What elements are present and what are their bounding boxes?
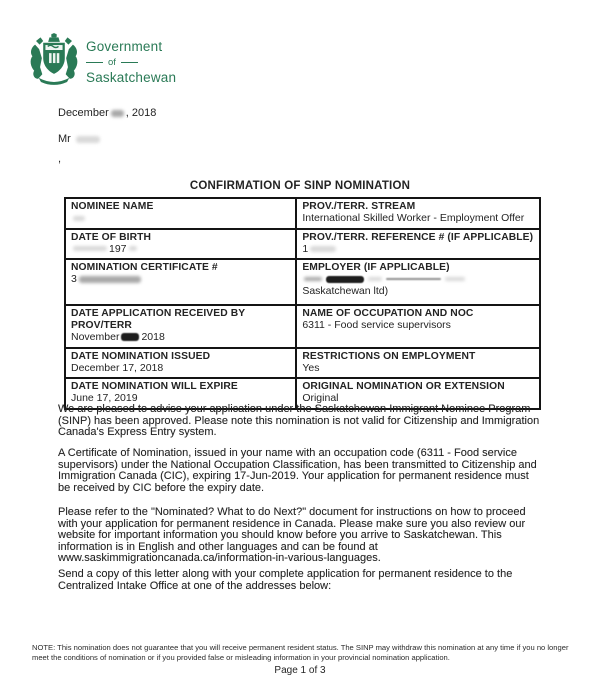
table-row [65, 259, 540, 305]
logo-line-saskatchewan: Saskatchewan [86, 70, 177, 85]
cell-value: International Skilled Worker - Employment Offer [302, 212, 525, 224]
employer-visible-text: Saskatchewan ltd) [302, 284, 389, 297]
cell-value: 3 [71, 274, 290, 301]
paragraph-send-copy: Send a copy of this letter along with your complete application for permanent residence to the Centralized Intake Office at one of the addresses below: [58, 568, 513, 592]
cell-label: PROV./TERR. REFERENCE # (IF APPLICABLE) [302, 231, 534, 243]
paragraph-next-steps: Please refer to the "Nominated? What to do Next?" document for instructions on how to proceed with your application for permanent residence in Canada. Please make sure you also review our website for important information you should know before you arrive to Saskatchewan. This information is in English and other languages and can be found at www.saskimmigrationcanada.ca/information-in-various-languages. [58, 506, 526, 565]
cell-value: 197 [71, 244, 290, 256]
cell-label: DATE OF BIRTH [71, 231, 152, 243]
logo-dash-right [121, 62, 138, 63]
cell-value: Yes [302, 361, 320, 374]
document-title: CONFIRMATION OF SINP NOMINATION [189, 180, 411, 192]
paragraph-certificate: A Certificate of Nomination, issued in your name with an occupation code (6311 - Food service supervisors) under the National Occupation Classification, has been transmitted to Citizenship and Immigration Canada (CIC), expiring 17-Jun-2019. Your application for permanent residence must be received by CIC before the expiry date. [58, 447, 537, 494]
letter-date: December , 2018 [58, 107, 157, 119]
nomination-table [64, 197, 541, 410]
cell-label: NOMINEE NAME [71, 201, 154, 212]
table-row [65, 305, 540, 348]
cell-value [71, 213, 290, 225]
page-number: Page 1 of 3 [274, 665, 326, 676]
redaction-bar [326, 276, 364, 283]
letter-address-fragment: , [58, 153, 62, 165]
cell-label: EMPLOYER (IF APPLICABLE) [302, 262, 450, 273]
paragraph-approval: We are pleased to advise your application under the Saskatchewan Immigrant Nominee Program (SINP) has been approved. Please note this nomination is not valid for Citizenship and Immigration Canada's Express Entry system. [58, 403, 540, 439]
redacted-nominee-name [73, 216, 85, 221]
redacted-employer-line [302, 274, 534, 286]
cell-value [302, 274, 534, 297]
cell-label: NOMINATION CERTIFICATE # [71, 262, 218, 273]
redacted-date-day [111, 110, 124, 117]
logo-wordmark [86, 39, 176, 85]
logo-line-government: Government [86, 39, 163, 54]
cell-value: 1 [302, 244, 534, 256]
cell-value: December 17, 2018 [71, 361, 164, 374]
cell-value: June 17, 2019 [71, 392, 138, 404]
logo-dash-left [86, 62, 103, 63]
redacted-reference-number [310, 246, 336, 252]
cell-value: Original [302, 392, 339, 404]
cell-value: November 2018 [71, 331, 165, 343]
cell-label: ORIGINAL NOMINATION OR EXTENSION [302, 381, 505, 392]
cell-value: 6311 - Food service supervisors [302, 319, 451, 331]
cell-label: RESTRICTIONS ON EMPLOYMENT [302, 350, 476, 362]
cell-label: DATE APPLICATION RECEIVED BY PROV/TERR [71, 308, 246, 331]
cell-label: PROV./TERR. STREAM [302, 201, 416, 212]
cell-label: NAME OF OCCUPATION AND NOC [302, 308, 474, 319]
redacted-application-day [121, 333, 139, 341]
footer-note: NOTE: This nomination does not guarantee that you will receive permanent resident status. The SINP may withdraw this nomination at any time if you no longer meet the conditions of nomination or if you provided false or misleading information in your provincial nomination application. [32, 643, 569, 662]
table-row [65, 198, 540, 229]
redacted-recipient-name [76, 136, 100, 143]
redacted-certificate-number [79, 276, 141, 283]
table-row [65, 229, 540, 260]
letter-recipient: Mr [58, 133, 102, 145]
table-row [65, 348, 540, 379]
logo-line-of: of [86, 57, 176, 68]
cell-label: DATE NOMINATION ISSUED [71, 350, 211, 362]
saskatchewan-crest-icon [27, 32, 81, 91]
cell-label: DATE NOMINATION WILL EXPIRE [71, 381, 238, 392]
redacted-dob-part [73, 246, 107, 251]
redacted-dob-part [129, 246, 137, 251]
